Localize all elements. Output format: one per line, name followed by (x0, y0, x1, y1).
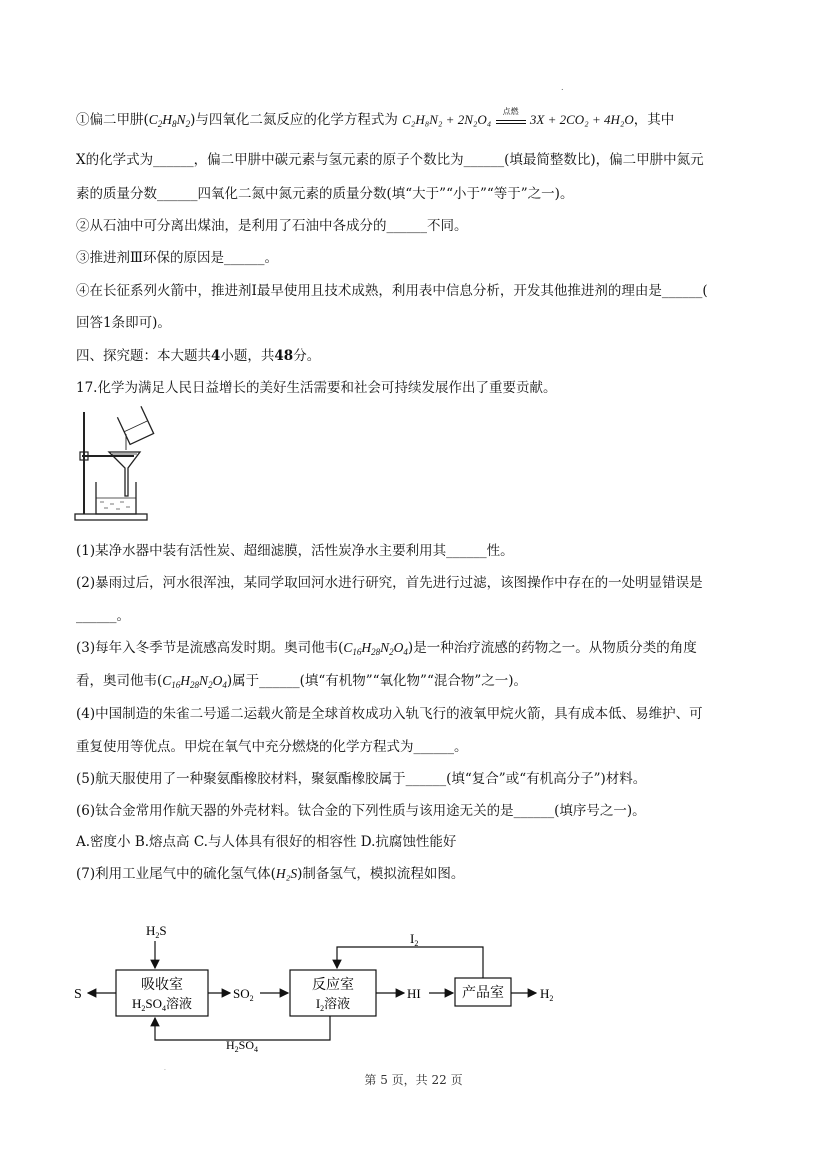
reaction-chamber-title: 反应室 (312, 978, 354, 993)
label-so2: $SO_2$ (233, 986, 254, 1003)
page-footer: 第 5 页，共 22 页 (364, 1073, 463, 1087)
stray-mark: · (164, 1067, 166, 1074)
q16-part1-line3: 素的质量分数______四氧化二氮中氮元素的质量分数(填“大于”“小于”“等于”之一)。 (76, 186, 574, 202)
reaction-condition: 点燃 (496, 111, 526, 124)
absorption-chamber-title: 吸收室 (141, 978, 183, 993)
label-h2s-input: $H_2S$ (146, 923, 167, 940)
q17-sub2-line2: ______。 (76, 608, 130, 624)
drug-formula: $C_{16}H_{28}N_2O_4$ (343, 640, 408, 657)
q17-sub3-line2: 看，奥司他韦$(C_{16}H_{28}N_2O_4)$属于______(填“有机物”“氧化物”“混合物”之一)。 (76, 673, 528, 690)
label-hi: HI (407, 986, 421, 1001)
filtration-apparatus-image (74, 404, 164, 522)
process-flow-diagram (60, 915, 580, 1065)
q17-sub4-line1: (4)中国制造的朱雀二号遥二运载火箭是全球首枚成功入轨飞行的液氧甲烷火箭，具有成本低、易维护、可 (76, 706, 703, 722)
text: ，其中 (633, 112, 675, 128)
q17-sub5: (5)航天服使用了一种聚氨酯橡胶材料，聚氨酯橡胶属于______(填“复合”或“有机高分子”)材料。 (76, 771, 647, 787)
equation-products: 3X + 2CO₂ + 4H₂O (529, 112, 634, 127)
formula-udmh: $C_2H_8N_2$ (148, 112, 191, 129)
q16-part3: ③推进剂Ⅲ环保的原因是______。 (76, 250, 279, 266)
q17-sub1: (1)某净水器中装有活性炭、超细滤膜，活性炭净水主要利用其______性。 (76, 543, 514, 559)
q17-sub7: (7)利用工业尾气中的硫化氢气体(H₂S)制备氢气，模拟流程如图。 (76, 866, 465, 882)
q17-stem: 17.化学为满足人民日益增长的美好生活需要和社会可持续发展作出了重要贡献。 (76, 380, 557, 396)
q17-sub2-line1: (2)暴雨过后，河水很浑浊，某同学取回河水进行研究，首先进行过滤，该图操作中存在的一处明显错误是 (76, 575, 703, 591)
absorption-chamber-solution: $H_2SO_4$溶液 (131, 996, 193, 1013)
drug-formula: $C_{16}H_{28}N_2O_4$ (162, 673, 227, 690)
q16-part4-line1: ④在长征系列火箭中，推进剂Ⅰ最早使用且技术成熟，利用表中信息分析，开发其他推进剂的理由是______( (76, 283, 708, 299)
q16-part1-line1 (76, 107, 675, 134)
label-s-output: S (74, 987, 82, 1002)
text: )与四氧化二氮反应的化学方程式为 (190, 112, 398, 128)
label-h2-output: $H_2$ (540, 986, 554, 1003)
stray-dot: . (561, 83, 564, 92)
equation-reactants: C₂H₈N₂ + 2N₂O₄ (402, 112, 492, 127)
q16-part1-line2: X的化学式为______，偏二甲肼中碳元素与氢元素的原子个数比为______(填最简整数比)，偏二甲肼中氮元 (76, 152, 704, 168)
q16-part2: ②从石油中可分离出煤油，是利用了石油中各成分的______不同。 (76, 218, 468, 234)
product-chamber-title: 产品室 (462, 986, 504, 1001)
text: ①偏二甲肼( (76, 112, 149, 128)
label-i2-recycle: $I_2$ (410, 931, 419, 948)
label-h2so4-recycle: $H_2SO_4$ (226, 1038, 259, 1054)
q17-sub4-line2: 重复使用等优点。甲烷在氧气中充分燃烧的化学方程式为______。 (76, 739, 468, 755)
q16-part4-line2: 回答1条即可)。 (76, 315, 171, 331)
q17-sub6-options: A.密度小 B.熔点高 C.与人体具有很好的相容性 D.抗腐蚀性能好 (76, 834, 457, 850)
q17-sub6: (6)钛合金常用作航天器的外壳材料。钛合金的下列性质与该用途无关的是______(填序号之一)。 (76, 803, 646, 819)
section-heading: 四、探究题：本大题共4小题，共48分。 (76, 348, 321, 364)
q17-sub3-line1: (3)每年入冬季节是流感高发时期。奥司他韦$(C_{16}H_{28}N_2O_4)$是一种治疗流感的药物之一。从物质分类的角度 (76, 640, 697, 657)
h2s-formula: H₂S (275, 866, 298, 881)
reaction-chamber-solution: $I_2$溶液 (315, 996, 351, 1013)
